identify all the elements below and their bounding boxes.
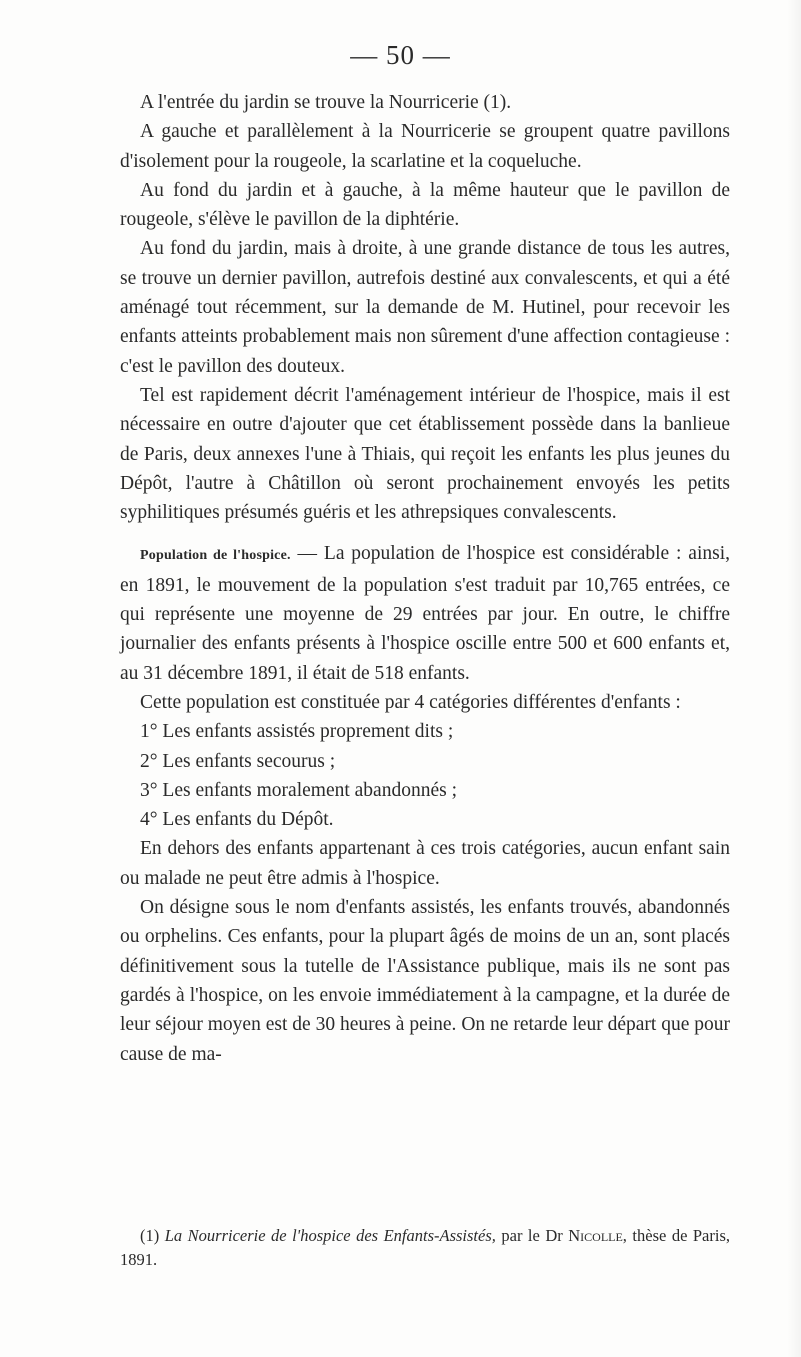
footnote-by: par le Dr xyxy=(495,1226,569,1245)
footnote-title: La Nourricerie de l'hospice des Enfants-Assistés, xyxy=(164,1226,496,1245)
paragraph: Au fond du jardin, mais à droite, à une grande distance de tous les autres, se trouve un dernier pavillon, autrefois destiné aux convalescents, et qui a été aménagé tout récemment, sur la demande de M. Hutinel, pour recevoir les enfants atteints probablement mais non sûrement d'une affection contagieuse : c'est le pavillon des douteux. xyxy=(120,238,730,377)
page-edge-shadow xyxy=(787,0,801,1357)
paragraph: En dehors des enfants appartenant à ces trois catégories, aucun enfant sain ou malade ne peut être admis à l'hospice. xyxy=(120,838,730,889)
footnote-author: Nicolle, xyxy=(568,1226,627,1245)
paragraph: A l'entrée du jardin se trouve la Nourricerie (1). xyxy=(140,92,512,113)
footnote-rest: thèse de Paris, 1891. xyxy=(120,1226,730,1269)
paragraph: Tel est rapidement décrit l'aménagement intérieur de l'hospice, mais il est nécessaire en outre d'ajouter que cet établissement possède dans la banlieue de Paris, deux annexes l'une à Thiais, qui reçoit les enfants les plus jeunes du Dépôt, l'autre à Châtillon où seront prochainement envoyés les petits syphilitiques présumés guéris et les athrepsiques convalescents. xyxy=(120,384,730,524)
footnote xyxy=(120,1224,730,1272)
paragraph: Au fond du jardin et à gauche, à la même hauteur que le pavillon de rougeole, s'élève le pavillon de la diphtérie. xyxy=(120,179,730,231)
footnote-marker: (1) xyxy=(140,1226,165,1245)
list-item: 2° Les enfants secourus ; xyxy=(140,750,336,772)
list-item: 3° Les enfants moralement abandonnés ; xyxy=(140,779,457,801)
footnote-text xyxy=(120,1224,730,1272)
page-number: — 50 — xyxy=(350,40,451,70)
section-paragraph xyxy=(120,539,730,687)
section-gap xyxy=(120,527,730,539)
list-item: 1° Les enfants assistés proprement dits ; xyxy=(140,721,454,743)
list-item: 4° Les enfants du Dépôt. xyxy=(140,809,334,831)
section-intro: — La population de l'hospice est considérable : ainsi, en 1891, le mouvement de la population s'est traduit par 10,765 entrées, ce qui représente une moyenne de 29 entrées par jour. En outre, le chiffre journalier des enfants présents à l'hospice oscille entre 500 et 600 enfants et, au 31 décembre 1891, il était de 518 enfants. xyxy=(120,543,730,684)
section-heading: Population de l'hospice. xyxy=(140,548,291,564)
paragraph: A gauche et parallèlement à la Nourricerie se groupent quatre pavillons d'isolement pour la rougeole, la scarlatine et la coqueluche. xyxy=(120,121,730,172)
body-text xyxy=(120,88,730,1069)
paragraph: Cette population est constituée par 4 catégories différentes d'enfants : xyxy=(140,691,681,713)
paragraph: On désigne sous le nom d'enfants assistés, les enfants trouvés, abandonnés ou orphelins. Ces enfants, pour la plupart âgés de moins de un an, sont placés définitivement sous la tutelle de l'Assistance publique, mais ils ne sont pas gardés à l'hospice, on les envoie immédiatement à la campagne, et la durée de leur séjour moyen est de 30 heures à peine. On ne retarde leur départ que pour cause de ma- xyxy=(120,897,730,1065)
